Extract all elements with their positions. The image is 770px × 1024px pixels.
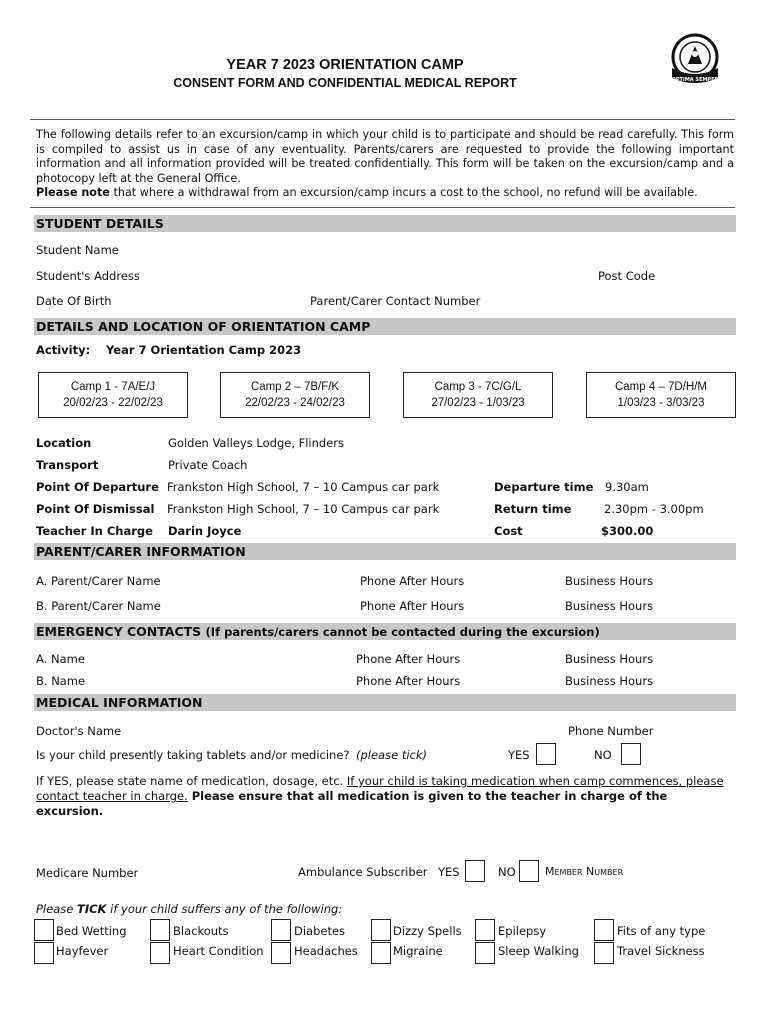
- post-code-label: Post Code: [598, 269, 656, 283]
- member-number-label: Member Number: [545, 865, 624, 878]
- doctor-phone-label: Phone Number: [568, 724, 654, 738]
- camp-3-box: [403, 372, 553, 418]
- bed-wetting-label: Bed Wetting: [56, 924, 127, 938]
- bed-wetting-checkbox[interactable]: [34, 919, 54, 941]
- logo-motto: OPTIMA SEMPER: [671, 77, 719, 83]
- medicine-question: Is your child presently taking tablets and/or medicine?: [36, 748, 350, 762]
- transport-value: Private Coach: [168, 458, 248, 472]
- travel-sickness-checkbox[interactable]: [594, 942, 614, 964]
- departure-time-value: 9.30am: [605, 480, 649, 494]
- medical-heading: MEDICAL INFORMATION: [36, 695, 203, 710]
- student-details-heading: STUDENT DETAILS: [36, 216, 164, 231]
- ambulance-yes-label: YES: [438, 865, 460, 879]
- parent-info-heading-bar: [34, 543, 736, 560]
- travel-sickness-label: Travel Sickness: [617, 944, 705, 958]
- cost-label: Cost: [494, 524, 523, 538]
- ambulance-subscriber-label: Ambulance Subscriber: [298, 865, 428, 879]
- parent-a-business-label: Business Hours: [565, 574, 654, 588]
- medicine-yes-label: YES: [508, 748, 530, 762]
- camp-3-dates: 27/02/23 - 1/03/23: [431, 397, 525, 409]
- camp-1-box: [38, 372, 188, 418]
- emergency-heading-bar: [34, 623, 736, 640]
- emergency-a-after-hours-label: Phone After Hours: [356, 652, 461, 666]
- teacher-value: Darin Joyce: [168, 524, 242, 538]
- camp-4-dates: 1/03/23 - 3/03/23: [617, 397, 705, 409]
- parent-b-name-label: B. Parent/Carer Name: [36, 599, 161, 613]
- parent-contact-number-label: Parent/Carer Contact Number: [310, 294, 481, 308]
- tick-word: TICK: [76, 902, 107, 916]
- epilepsy-checkbox[interactable]: [475, 919, 495, 941]
- camp-2-box: [220, 372, 370, 418]
- parent-a-name-label: A. Parent/Carer Name: [36, 574, 161, 588]
- headaches-label: Headaches: [294, 944, 358, 958]
- medicine-yes-checkbox[interactable]: [536, 743, 556, 765]
- departure-time-label: Departure time: [494, 480, 594, 494]
- please-tick-hint: (please tick): [356, 748, 427, 762]
- departure-point-value: Frankston High School, 7 – 10 Campus car park: [167, 480, 440, 494]
- intro-note-label: Please note: [36, 186, 110, 200]
- medical-heading-bar: [34, 694, 736, 711]
- blackouts-label: Blackouts: [173, 924, 229, 938]
- medicine-no-label: NO: [594, 748, 612, 762]
- activity-label: Activity:: [36, 343, 91, 357]
- heart-condition-label: Heart Condition: [173, 944, 264, 958]
- student-name-label: Student Name: [36, 243, 119, 257]
- parent-a-after-hours-label: Phone After Hours: [360, 574, 465, 588]
- return-time-value: 2.30pm - 3.00pm: [604, 502, 704, 516]
- intro-note-text: that where a withdrawal from an excursion/camp incurs a cost to the school, no refund will be available.: [109, 186, 698, 200]
- dismissal-point-value: Frankston High School, 7 – 10 Campus car park: [167, 502, 440, 516]
- intro-text: The following details refer to an excursion/camp in which your child is to participate and should be read carefully. This form is compiled to assist us in case of any eventuality. Parents/carers are requested to provide the following important information and all information provided will be treated confidentially. This form will be taken on the excursion/camp and a photocopy left at the General Office.: [36, 128, 734, 185]
- emergency-b-after-hours-label: Phone After Hours: [356, 674, 461, 688]
- diabetes-checkbox[interactable]: [271, 919, 291, 941]
- sleep-walking-checkbox[interactable]: [475, 942, 495, 964]
- header-divider: [30, 119, 735, 120]
- camp-4-name: Camp 4 – 7D/H/M: [614, 381, 708, 393]
- emergency-a-name-label: A. Name: [36, 652, 85, 666]
- heart-condition-checkbox[interactable]: [150, 942, 170, 964]
- medication-underline-2: contact teacher in charge.: [36, 789, 188, 803]
- camp-3-name: Camp 3 - 7C/G/L: [434, 381, 522, 393]
- medicine-no-checkbox[interactable]: [621, 743, 641, 765]
- return-time-label: Return time: [494, 502, 572, 516]
- page-title: YEAR 7 2023 ORIENTATION CAMP: [226, 57, 464, 73]
- diabetes-label: Diabetes: [294, 924, 346, 938]
- activity-value: Year 7 Orientation Camp 2023: [106, 343, 302, 357]
- conditions-instruction: [36, 902, 342, 916]
- medication-underline-1: If your child is taking medication when camp commences, please: [346, 774, 724, 788]
- medicare-number-label: Medicare Number: [36, 866, 139, 880]
- emergency-b-business-label: Business Hours: [565, 674, 654, 688]
- emergency-b-name-label: B. Name: [36, 674, 86, 688]
- ambulance-no-checkbox[interactable]: [519, 860, 539, 882]
- migraine-label: Migraine: [393, 944, 443, 958]
- camp-4-box: [586, 372, 736, 418]
- camp-2-name: Camp 2 – 7B/F/K: [250, 381, 340, 393]
- parent-b-business-label: Business Hours: [565, 599, 654, 613]
- intro-divider: [30, 207, 735, 208]
- medication-bold-note: Please ensure that all medication is given to the teacher in charge of the excursion.: [36, 789, 668, 818]
- fits-label: Fits of any type: [617, 924, 706, 938]
- location-label: Location: [36, 436, 92, 450]
- tick-suffix: if your child suffers any of the following:: [106, 902, 343, 916]
- dismissal-point-label: Point Of Dismissal: [36, 502, 155, 516]
- student-details-heading-bar: [34, 215, 736, 232]
- emergency-a-business-label: Business Hours: [565, 652, 654, 666]
- headaches-checkbox[interactable]: [271, 942, 291, 964]
- school-crest-logo: [666, 32, 724, 90]
- teacher-label: Teacher In Charge: [36, 524, 153, 538]
- cost-value: $300.00: [601, 524, 654, 538]
- student-address-label: Student's Address: [36, 269, 140, 283]
- location-value: Golden Valleys Lodge, Flinders: [168, 436, 345, 450]
- tick-prefix: Please: [36, 902, 77, 916]
- ambulance-no-label: NO: [498, 865, 516, 879]
- dizzy-spells-label: Dizzy Spells: [393, 924, 462, 938]
- blackouts-checkbox[interactable]: [150, 919, 170, 941]
- camp-details-heading-bar: [34, 318, 736, 335]
- emergency-heading: EMERGENCY CONTACTS: [36, 624, 202, 639]
- date-of-birth-label: Date Of Birth: [36, 294, 112, 308]
- hayfever-label: Hayfever: [56, 944, 109, 958]
- sleep-walking-label: Sleep Walking: [498, 944, 579, 958]
- ambulance-yes-checkbox[interactable]: [465, 860, 485, 882]
- doctor-name-label: Doctor's Name: [36, 724, 122, 738]
- camp-details-heading: DETAILS AND LOCATION OF ORIENTATION CAMP: [36, 319, 371, 334]
- departure-point-label: Point Of Departure: [36, 480, 159, 494]
- camp-2-dates: 22/02/23 - 24/02/23: [245, 397, 345, 409]
- parent-b-after-hours-label: Phone After Hours: [360, 599, 465, 613]
- camp-1-dates: 20/02/23 - 22/02/23: [63, 397, 163, 409]
- transport-label: Transport: [36, 458, 99, 472]
- intro-paragraph: [36, 128, 734, 201]
- fits-checkbox[interactable]: [594, 919, 614, 941]
- hayfever-checkbox[interactable]: [34, 942, 54, 964]
- epilepsy-label: Epilepsy: [498, 924, 547, 938]
- dizzy-spells-checkbox[interactable]: [371, 919, 391, 941]
- emergency-heading-note: (If parents/carers cannot be contacted during the excursion): [205, 625, 600, 639]
- medication-instructions: [36, 774, 734, 819]
- migraine-checkbox[interactable]: [371, 942, 391, 964]
- page-subtitle: CONSENT FORM AND CONFIDENTIAL MEDICAL REPORT: [173, 76, 517, 90]
- parent-info-heading: PARENT/CARER INFORMATION: [36, 544, 246, 559]
- camp-1-name: Camp 1 - 7A/E/J: [70, 381, 156, 393]
- medication-ifyes-text: If YES, please state name of medication, dosage, etc.: [36, 774, 347, 788]
